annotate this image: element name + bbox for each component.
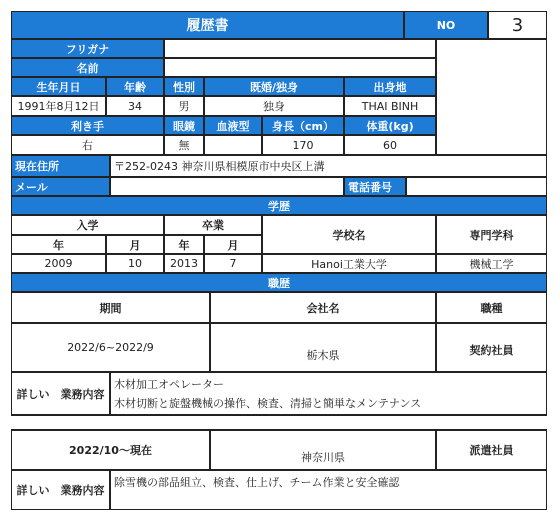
blood-type-value: [204, 135, 262, 155]
job2-period: 2022/10～現在: [11, 430, 210, 470]
school-value: Hanoi工業大学: [262, 254, 436, 273]
height-value: 170: [262, 135, 344, 155]
entry-month-value: 10: [106, 254, 164, 273]
job2-detail-line1: 除雪機の部品組立、検査、仕上げ、チーム作業と安全確認: [114, 476, 400, 489]
entry-year-label: 年: [11, 235, 106, 254]
furigana-field: [164, 39, 436, 58]
job1-detail-box: [110, 372, 547, 415]
job1-company: 栃木県: [210, 323, 436, 372]
weight-value: 60: [344, 135, 436, 155]
birthplace-value: THAI BINH: [344, 96, 436, 116]
mail-label: メール: [11, 177, 110, 196]
gender-label: 性別: [164, 77, 204, 96]
handedness-value: 右: [11, 135, 164, 155]
major-label: 専門学科: [436, 215, 547, 254]
job1-detail-line1: 木材加工オペレーター: [114, 378, 224, 391]
name-label: 名前: [11, 58, 164, 77]
gender-value: 男: [164, 96, 204, 116]
furigana-label: フリガナ: [11, 39, 164, 58]
major-value: 機械工学: [436, 254, 547, 273]
job2-detail-label: 詳しい 業務内容: [11, 470, 110, 510]
phone-field: [406, 177, 547, 196]
blood-type-label: 血液型: [204, 116, 262, 135]
age-label: 年齢: [106, 77, 164, 96]
graduation-label: 卒業: [164, 215, 262, 235]
company-label: 会社名: [210, 292, 436, 323]
job-type-label: 職種: [436, 292, 547, 323]
birthdate-value: 1991年8月12日: [11, 96, 106, 116]
grad-year-label: 年: [164, 235, 204, 254]
job2-detail-box: [110, 470, 547, 510]
education-section-header: 学歴: [11, 196, 547, 215]
entry-month-label: 月: [106, 235, 164, 254]
weight-label: 体重(kg): [344, 116, 436, 135]
entry-label: 入学: [11, 215, 164, 235]
period-label: 期間: [11, 292, 210, 323]
photo-box: [436, 39, 547, 155]
age-value: 34: [106, 96, 164, 116]
address-value: 〒252-0243 神奈川県相模原市中央区上溝: [110, 155, 547, 177]
no-value: 3: [488, 11, 547, 39]
marital-value: 独身: [204, 96, 344, 116]
grad-year-value: 2013: [164, 254, 204, 273]
job1-detail-label: 詳しい 業務内容: [11, 372, 110, 415]
handedness-label: 利き手: [11, 116, 164, 135]
job2-company: 神奈川県: [210, 430, 436, 470]
marital-label: 既婚/独身: [204, 77, 344, 96]
glasses-label: 眼鏡: [164, 116, 204, 135]
address-label: 現在住所: [11, 155, 110, 177]
job1-detail-line2: 木材切断と旋盤機械の操作、検査、清掃と簡単なメンテナンス: [114, 397, 422, 410]
grad-month-label: 月: [204, 235, 262, 254]
no-label: NO: [404, 11, 488, 39]
job2-type: 派遣社員: [436, 430, 547, 470]
grad-month-value: 7: [204, 254, 262, 273]
document-title: 履歴書: [11, 11, 404, 39]
phone-label: 電話番号: [344, 177, 406, 196]
name-field: [164, 58, 436, 77]
job1-type: 契約社員: [436, 323, 547, 372]
job1-period: 2022/6~2022/9: [11, 323, 210, 372]
birthplace-label: 出身地: [344, 77, 436, 96]
separator-row: [11, 415, 547, 430]
school-name-label: 学校名: [262, 215, 436, 254]
glasses-value: 無: [164, 135, 204, 155]
career-section-header: 職歴: [11, 273, 547, 292]
height-label: 身長（cm）: [262, 116, 344, 135]
entry-year-value: 2009: [11, 254, 106, 273]
birthdate-label: 生年月日: [11, 77, 106, 96]
mail-field: [110, 177, 344, 196]
